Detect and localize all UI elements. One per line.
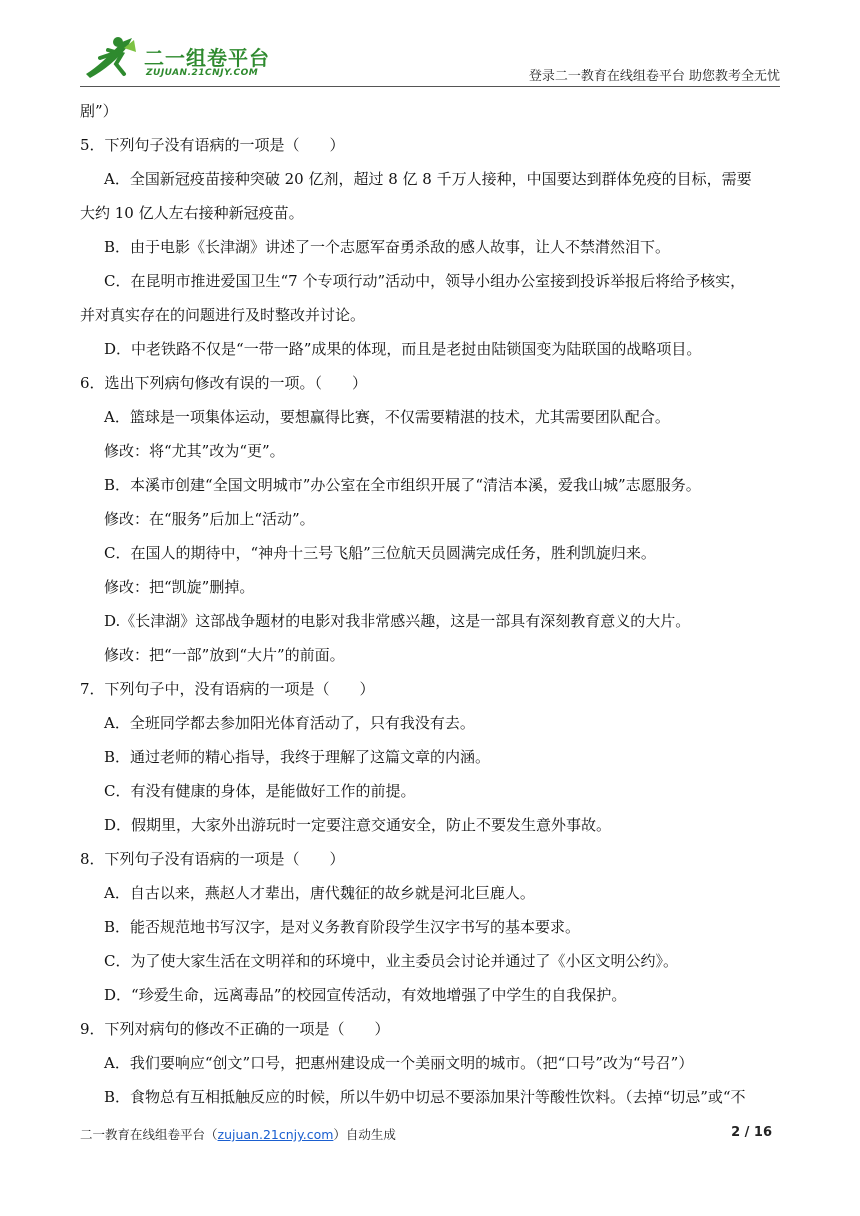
- page-number: 2 / 16: [731, 1125, 772, 1140]
- text-line: 修改：将“尤其”改为“更”。: [104, 442, 285, 460]
- text-line: 大约 10 亿人左右接种新冠疫苗。: [80, 204, 304, 222]
- runner-logo-icon: [82, 34, 138, 80]
- text-line: C．在国人的期待中，“神舟十三号飞船”三位航天员圆满完成任务，胜利凯旋归来。: [104, 544, 656, 562]
- text-line: B．能否规范地书写汉字，是对义务教育阶段学生汉字书写的基本要求。: [104, 918, 581, 936]
- page-header: [80, 30, 780, 90]
- text-line: 并对真实存在的问题进行及时整改并讨论。: [80, 306, 366, 324]
- header-slogan: 登录二一教育在线组卷平台 助您教考全无忧: [528, 69, 780, 84]
- text-line: A．全班同学都去参加阳光体育活动了，只有我没有去。: [104, 714, 475, 732]
- footer-credit-prefix: 二一教育在线组卷平台（: [80, 1127, 218, 1142]
- text-line: C．在昆明市推进爱国卫生“7 个专项行动”活动中，领导小组办公室接到投诉举报后将给予核实，: [104, 272, 746, 290]
- text-line: 修改：把“一部”放到“大片”的前面。: [104, 646, 345, 664]
- text-line: C．有没有健康的身体，是能做好工作的前提。: [104, 782, 416, 800]
- logo-url: ZUJUAN.21CNJY.COM: [146, 68, 259, 78]
- text-line: 修改：在“服务”后加上“活动”。: [104, 510, 315, 528]
- text-line: 7．下列句子中，没有语病的一项是（ ）: [80, 680, 375, 698]
- text-line: 9．下列对病句的修改不正确的一项是（ ）: [80, 1020, 390, 1038]
- text-line: 修改：把“凯旋”删掉。: [104, 578, 255, 596]
- text-line: A．我们要响应“创文”口号，把惠州建设成一个美丽文明的城市。（把“口号”改为“号召”）: [104, 1054, 694, 1072]
- text-line: A．全国新冠疫苗接种突破 20 亿剂，超过 8 亿 8 千万人接种，中国要达到群体免疫的目标，需要: [104, 170, 752, 188]
- text-line: A．篮球是一项集体运动，要想赢得比赛，不仅需要精湛的技术，尤其需要团队配合。: [104, 408, 670, 426]
- text-line: D．中老铁路不仅是“一带一路”成果的体现，而且是老挝由陆锁国变为陆联国的战略项目。: [104, 340, 702, 358]
- text-line: C．为了使大家生活在文明祥和的环境中，业主委员会讨论并通过了《小区文明公约》。: [104, 952, 678, 970]
- text-line: 5．下列句子没有语病的一项是（ ）: [80, 136, 345, 154]
- header-divider: [80, 86, 780, 87]
- text-line: B．由于电影《长津湖》讲述了一个志愿军奋勇杀敌的感人故事，让人不禁潸然泪下。: [104, 238, 671, 256]
- text-line: 剧”）: [80, 102, 118, 120]
- text-line: D．假期里，大家外出游玩时一定要注意交通安全，防止不要发生意外事故。: [104, 816, 612, 834]
- document-body: [80, 94, 780, 1114]
- text-line: D．“珍爱生命，远离毒品”的校园宣传活动，有效地增强了中学生的自我保护。: [104, 986, 627, 1004]
- text-line: D.《长津湖》这部战争题材的电影对我非常感兴趣，这是一部具有深刻教育意义的大片。: [104, 612, 691, 630]
- text-line: B．食物总有互相抵触反应的时候，所以牛奶中切忌不要添加果汁等酸性饮料。（去掉“切忌”或“不: [104, 1088, 746, 1106]
- text-line: B．通过老师的精心指导，我终于理解了这篇文章的内涵。: [104, 748, 491, 766]
- footer-credit-suffix: ）自动生成: [333, 1127, 396, 1142]
- logo-title: 二一组卷平台: [144, 46, 270, 70]
- platform-logo[interactable]: [80, 30, 280, 84]
- text-line: A．自古以来，燕赵人才辈出，唐代魏征的故乡就是河北巨鹿人。: [104, 884, 535, 902]
- footer-site-link[interactable]: zujuan.21cnjy.com: [217, 1127, 334, 1142]
- text-line: 8．下列句子没有语病的一项是（ ）: [80, 850, 345, 868]
- text-line: B．本溪市创建“全国文明城市”办公室在全市组织开展了“清洁本溪，爱我山城”志愿服务。: [104, 476, 701, 494]
- footer-credit: [80, 1125, 396, 1143]
- text-line: 6．选出下列病句修改有误的一项。（ ）: [80, 374, 368, 392]
